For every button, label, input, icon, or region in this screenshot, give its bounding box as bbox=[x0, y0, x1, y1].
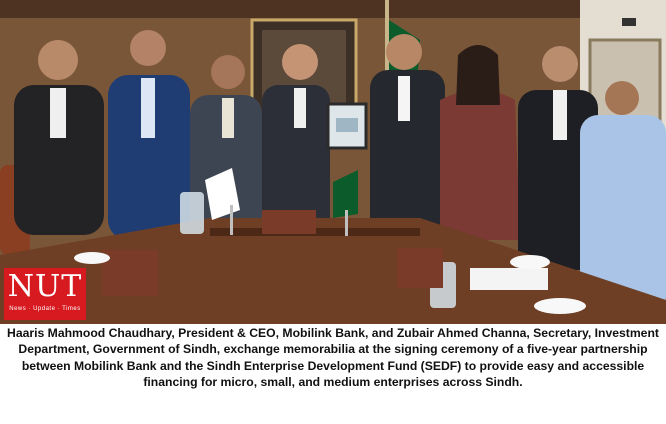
water-jug-left bbox=[180, 192, 204, 234]
desk-flag-pole-1 bbox=[230, 205, 233, 235]
logo-tagline: News · Update · Times bbox=[9, 306, 81, 312]
photo-caption: Haaris Mahmood Chaudhary, President & CEO, Mobilink Bank, and Zubair Ahmed Channa, Secretary, Investment Department, Government of Sindh, exchange memorabilia at the signing ceremony of a five-year partnership between Mobilink Bank and the Sindh Enterprise Development Fund (SEDF) to provide easy and accessible financing for micro, small, and medium enterprises across Sindh. bbox=[7, 326, 659, 390]
document-folder bbox=[470, 268, 548, 290]
tissue-box-center bbox=[262, 210, 316, 234]
plaque-emblem bbox=[336, 118, 358, 132]
desk-flag-pole-2 bbox=[345, 210, 348, 236]
nut-logo bbox=[4, 268, 86, 320]
ceiling-trim bbox=[0, 0, 666, 18]
tissue-box-right bbox=[397, 248, 443, 288]
tea-cup-mid bbox=[510, 255, 550, 269]
tea-cup-right bbox=[534, 298, 586, 314]
security-camera bbox=[622, 18, 636, 26]
tissue-box-left bbox=[102, 250, 158, 296]
logo-title: NUT bbox=[7, 269, 83, 304]
tea-cup-left bbox=[74, 252, 110, 264]
